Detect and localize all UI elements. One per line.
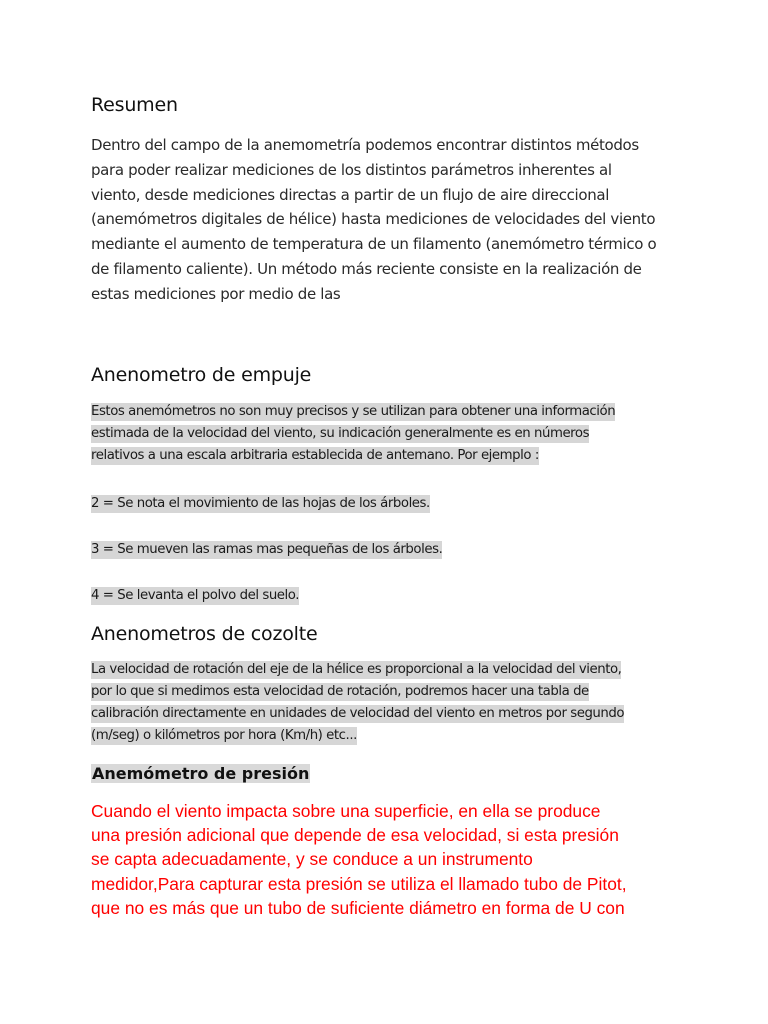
paragraph-line: Cuando el viento impacta sobre una superficie, en ella se produce — [91, 801, 601, 821]
highlighted-line: (m/seg) o kilómetros por hora (Km/h) etc... — [91, 728, 357, 743]
list-item-text: 3 = Se mueven las ramas mas pequeñas de los árboles. — [91, 542, 443, 557]
list-item-empuje-3 — [91, 539, 691, 561]
paragraph-presion — [91, 799, 681, 920]
highlighted-line: Estos anemómetros no son muy precisos y se utilizan para obtener una información — [91, 404, 616, 419]
paragraph-line: estas mediciones por medio de las — [91, 284, 341, 303]
paragraph-line: se capta adecuadamente, y se conduce a un instrumento — [91, 849, 533, 870]
paragraph-line: (anemómetros digitales de hélice) hasta mediciones de velocidades del viento — [91, 210, 656, 229]
highlighted-line: estimada de la velocidad del viento, su indicación generalmente es en números — [91, 426, 590, 441]
paragraph-line: Dentro del campo de la anemometría podemos encontrar distintos métodos — [91, 136, 639, 154]
paragraph-cozolte — [91, 659, 691, 747]
paragraph-empuje — [91, 401, 691, 467]
paragraph-line: para poder realizar mediciones de los distintos parámetros inherentes al — [91, 160, 612, 179]
highlighted-line: La velocidad de rotación del eje de la hélice es proporcional a la velocidad del viento, — [91, 662, 622, 677]
paragraph-line: medidor,Para capturar esta presión se utiliza el llamado tubo de Pitot, — [91, 873, 627, 894]
paragraph-line: que no es más que un tubo de suficiente diámetro en forma de U con — [91, 897, 625, 918]
heading-empuje: Anenometro de empuje — [91, 364, 312, 386]
list-item-text: 2 = Se nota el movimiento de las hojas de los árboles. — [91, 496, 430, 511]
paragraph-resumen — [91, 133, 681, 307]
list-item-empuje-2 — [91, 493, 691, 515]
highlighted-line: por lo que si medimos esta velocidad de rotación, podremos hacer una tabla de — [91, 684, 589, 699]
highlighted-line: relativos a una escala arbitraria establecida de antemano. Por ejemplo : — [91, 448, 539, 463]
highlighted-line: calibración directamente en unidades de velocidad del viento en metros por segundo — [91, 706, 625, 721]
paragraph-line: una presión adicional que depende de esa velocidad, si esta presión — [91, 825, 619, 846]
paragraph-line: mediante el aumento de temperatura de un filamento (anemómetro térmico o — [91, 235, 657, 254]
list-item-empuje-4 — [91, 585, 691, 607]
heading-presion: Anemómetro de presión — [92, 764, 310, 783]
list-item-text: 4 = Se levanta el polvo del suelo. — [91, 588, 300, 603]
heading-resumen: Resumen — [91, 94, 178, 116]
heading-cozolte: Anenometros de cozolte — [91, 623, 318, 645]
paragraph-line: viento, desde mediciones directas a partir de un flujo de aire direccional — [91, 185, 610, 204]
paragraph-line: de filamento caliente). Un método más reciente consiste en la realización de — [91, 259, 642, 278]
